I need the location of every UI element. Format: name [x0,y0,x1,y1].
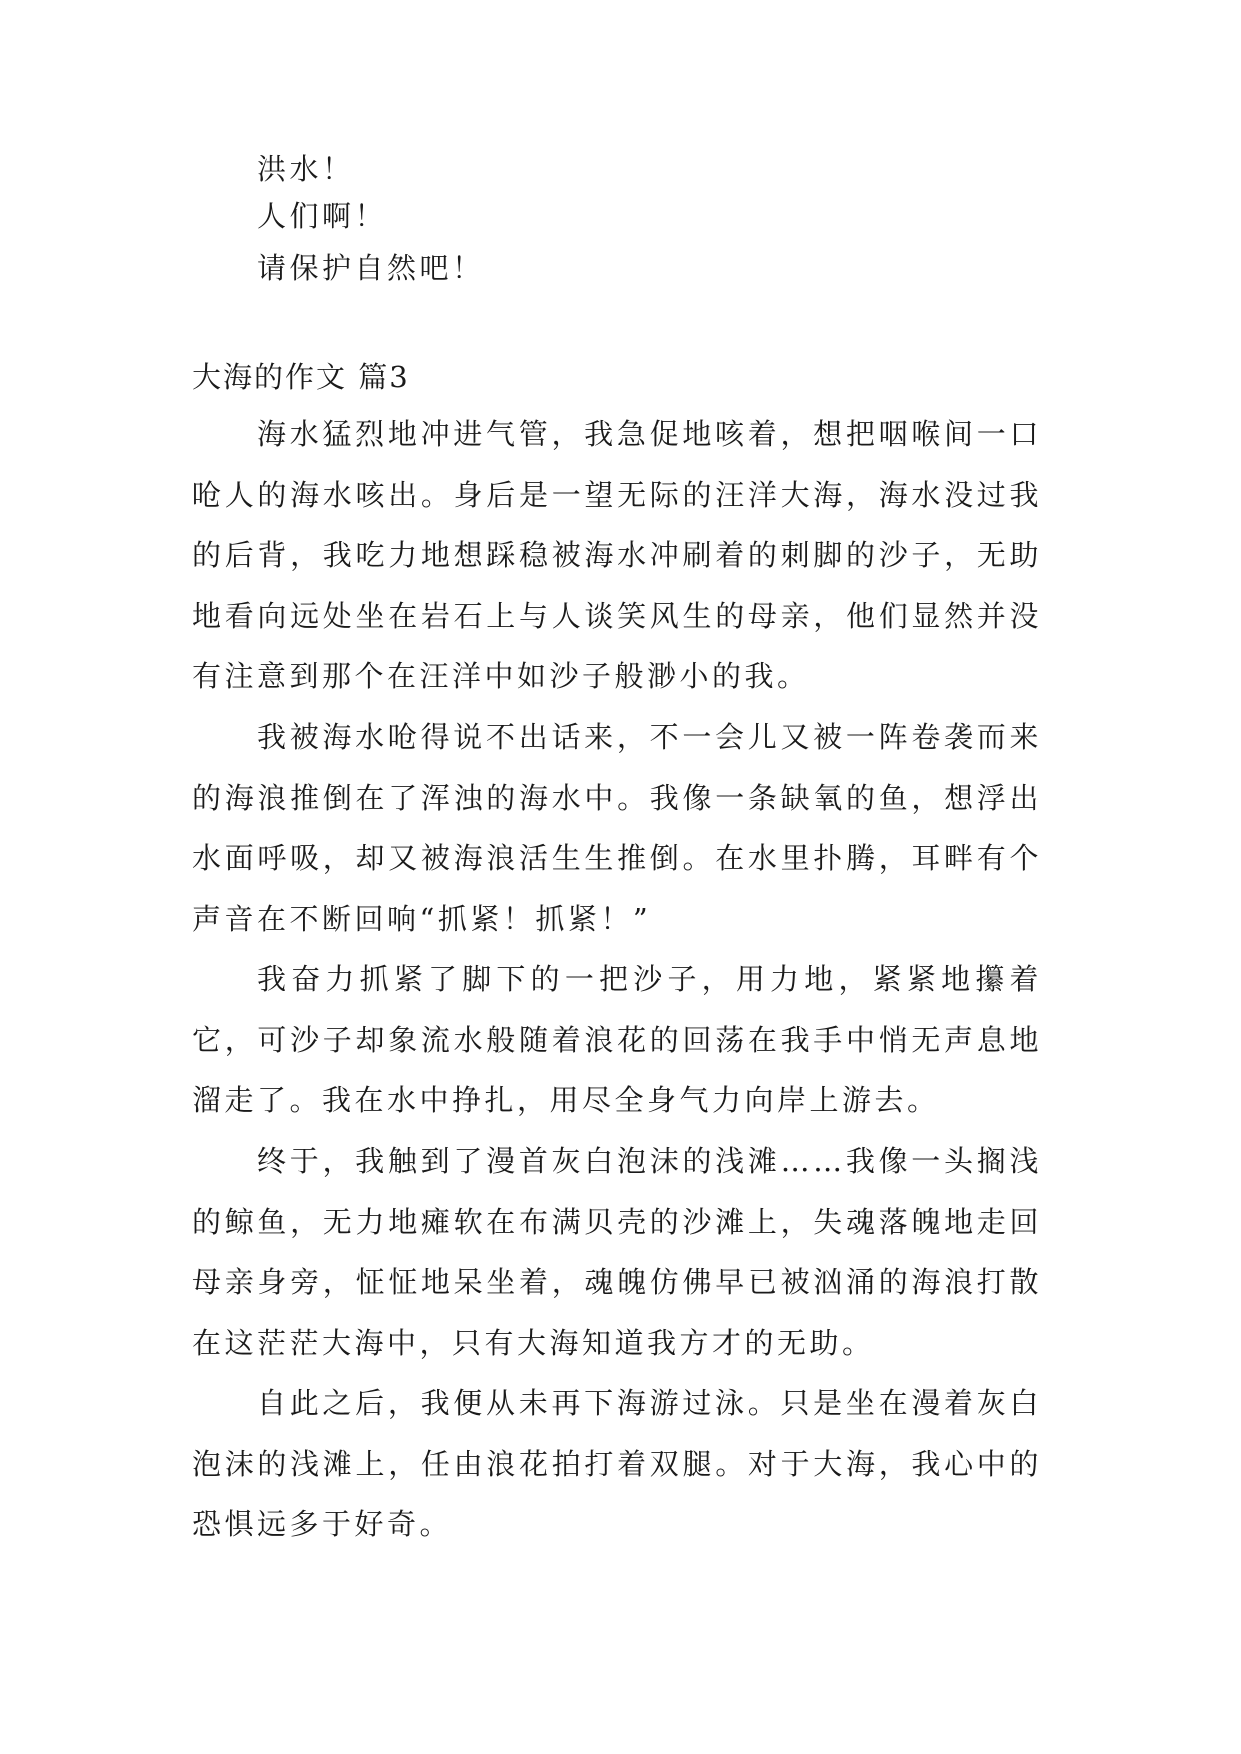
paragraph-2: 我被海水呛得说不出话来，不一会儿又被一阵卷袭而来的海浪推倒在了浑浊的海水中。我像一条缺氧的鱼，想浮出水面呼吸，却又被海浪活生生推倒。在水里扑腾，耳畔有个声音在不断回响“抓紧！抓紧！” [192,720,1042,936]
intro-line-protect-nature: 请保护自然吧！ [257,251,485,285]
intro-line-people: 人们啊！ [257,199,388,233]
section-heading: 大海的作文 篇3 [192,360,410,394]
intro-line-flood: 洪水！ [257,152,355,186]
paragraph-5: 自此之后，我便从未再下海游过泳。只是坐在漫着灰白泡沫的浅滩上，任由浪花拍打着双腿。对于大海，我心中的恐惧远多于好奇。 [192,1386,1042,1542]
paragraph-1: 海水猛烈地冲进气管，我急促地咳着，想把咽喉间一口呛人的海水咳出。身后是一望无际的汪洋大海，海水没过我的后背，我吃力地想踩稳被海水冲刷着的刺脚的沙子，无助地看向远处坐在岩石上与人谈笑风生的母亲，他们显然并没有注意到那个在汪洋中如沙子般渺小的我。 [192,417,1042,694]
paragraph-4: 终于，我触到了漫首灰白泡沫的浅滩……我像一头搁浅的鲸鱼，无力地瘫软在布满贝壳的沙滩上，失魂落魄地走回母亲身旁，怔怔地呆坐着，魂魄仿佛早已被汹涌的海浪打散在这茫茫大海中，只有大海知道我方才的无助。 [192,1144,1042,1360]
paragraph-3: 我奋力抓紧了脚下的一把沙子，用力地，紧紧地攥着它，可沙子却象流水般随着浪花的回荡在我手中悄无声息地溜走了。我在水中挣扎，用尽全身气力向岸上游去。 [192,962,1042,1118]
